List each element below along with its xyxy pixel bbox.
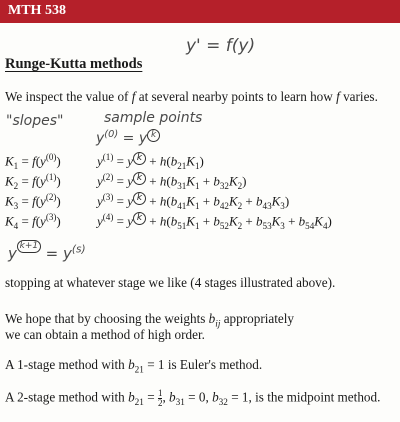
stage-k4: $K_4 = f(y^{(3)})$ — [5, 212, 61, 231]
weights-text-1: We hope that by choosing the weights $b_{ij}$ appropriately — [5, 311, 295, 329]
stage-y3: $y^{(3)} = y$ $k + h(b_{41}K_1 + b_{42}K_2 + b_{43}K_3)$ — [97, 192, 290, 211]
handwritten-final-step: y $^{k+1} = y^{(s)}$ — [8, 241, 86, 263]
weights-text-2: we can obtain a method of high order. — [5, 327, 205, 342]
euler-text: A 1-stage method with $b_{21} = 1$ is Euler's method. — [5, 357, 263, 375]
course-label: MTH 538 — [8, 3, 66, 18]
stage-y1: $y^{(1)} = y$ $k + h(b_{21}K_1)$ — [97, 152, 204, 171]
stopping-text: stopping at whatever stage we like (4 stages illustrated above). — [5, 275, 336, 290]
section-title: Runge-Kutta methods — [5, 56, 143, 72]
handwritten-sample-points: sample points — [104, 110, 203, 126]
stage-k1: $K_1 = f(y^{(0)})$ — [5, 152, 61, 171]
stage-y2: $y^{(2)} = y$ $k + h(b_{31}K_1 + b_{32}K_2)$ — [97, 172, 247, 191]
handwritten-initial-sample: $y^{(0)} = y$ k — [96, 129, 160, 147]
stage-k2: $K_2 = f(y^{(1)})$ — [5, 172, 61, 191]
stage-k3: $K_3 = f(y^{(2)})$ — [5, 192, 61, 211]
intro-text: We inspect the value of f at several nearby points to learn how f varies. — [5, 89, 378, 104]
midpoint-text: A 2-stage method with $b_{21}$ = $\frac{1}{2}$ , $b_{31} = 0$, $b_{32} = 1$, is the midpoint method. — [5, 388, 381, 408]
stage-y4: $y^{(4)} = y$ $k + h(b_{51}K_1 + b_{52}K_2 + b_{53}K_3 + b_{54}K_4)$ — [97, 212, 332, 231]
handwritten-ode: y' = f(y) — [186, 36, 256, 56]
handwritten-slopes: "slopes" — [6, 113, 64, 129]
